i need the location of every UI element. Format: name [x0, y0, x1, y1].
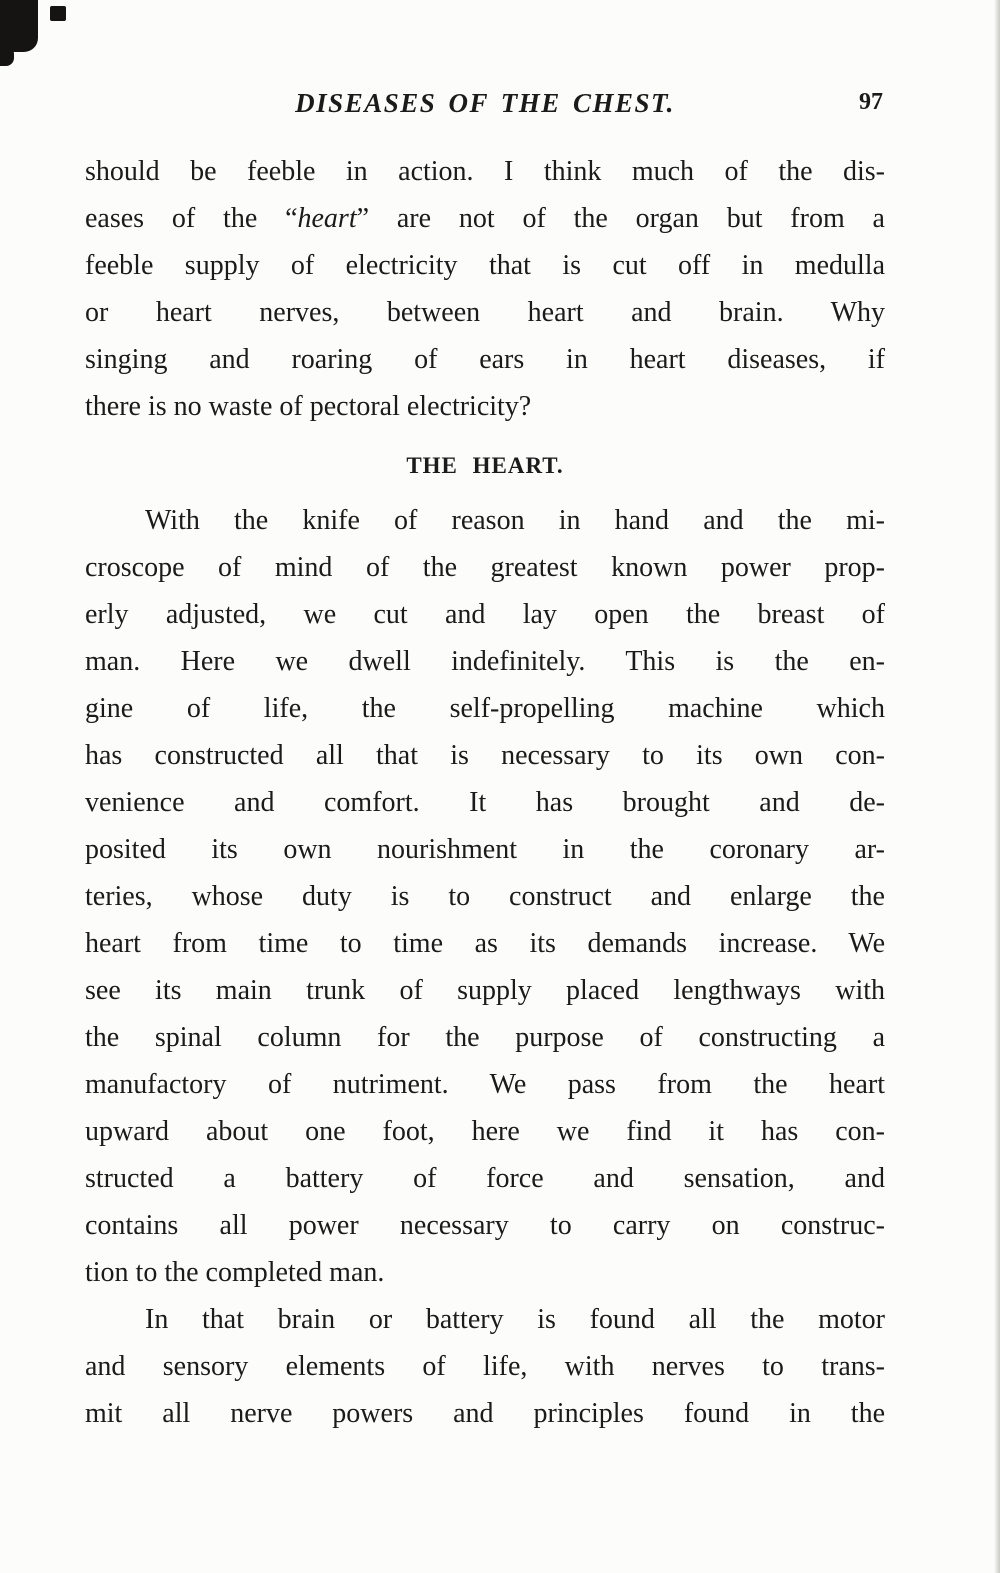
text-line: see its main trunk of supply placed lengthways with — [85, 975, 885, 1006]
text-line: the spinal column for the purpose of constructing a — [85, 1022, 885, 1053]
page-number: 97 — [859, 89, 883, 115]
text-line: In that brain or battery is found all the motor — [145, 1304, 885, 1335]
text-line: posited its own nourishment in the coronary ar- — [85, 834, 885, 865]
scan-artifact — [0, 48, 14, 66]
page-content — [85, 0, 885, 1437]
text-line: With the knife of reason in hand and the mi- — [145, 505, 885, 536]
text-line: teries, whose duty is to construct and enlarge the — [85, 881, 885, 912]
text-segment: eases of the “ — [85, 203, 298, 234]
text-line: croscope of mind of the greatest known power prop- — [85, 552, 885, 583]
page-edge-shadow — [994, 0, 1000, 1573]
text-line: should be feeble in action. I think much of the dis- — [85, 156, 885, 187]
text-line — [85, 195, 885, 242]
text-line: upward about one foot, here we find it has con- — [85, 1116, 885, 1147]
running-title: DISEASES OF THE CHEST. — [295, 88, 675, 118]
text-line: contains all power necessary to carry on construc- — [85, 1210, 885, 1241]
text-line: manufactory of nutriment. We pass from the heart — [85, 1069, 885, 1100]
text-line: man. Here we dwell indefinitely. This is the en- — [85, 646, 885, 677]
text-line: heart from time to time as its demands increase. We — [85, 928, 885, 959]
text-segment: ” are not of the organ but from a — [356, 203, 885, 234]
text-line: and sensory elements of life, with nerves to trans- — [85, 1351, 885, 1382]
text-line: there is no waste of pectoral electricity? — [85, 391, 532, 422]
section-heading: THE HEART. — [406, 453, 564, 478]
text-line: gine of life, the self-propelling machine which — [85, 693, 885, 724]
scan-artifact — [0, 0, 38, 52]
page-header — [85, 88, 885, 124]
text-line: singing and roaring of ears in heart diseases, if — [85, 344, 885, 375]
text-line: tion to the completed man. — [85, 1257, 385, 1288]
text-line: venience and comfort. It has brought and de- — [85, 787, 885, 818]
text-line: mit all nerve powers and principles found in the — [85, 1398, 885, 1429]
text-line: erly adjusted, we cut and lay open the breast of — [85, 599, 885, 630]
italic-word: heart — [297, 203, 357, 234]
text-line: feeble supply of electricity that is cut off in medulla — [85, 250, 885, 281]
scan-artifact — [50, 6, 66, 21]
text-line: has constructed all that is necessary to its own con- — [85, 740, 885, 771]
text-line: or heart nerves, between heart and brain. Why — [85, 297, 885, 328]
page-body — [85, 148, 885, 1437]
text-line: structed a battery of force and sensation, and — [85, 1163, 885, 1194]
